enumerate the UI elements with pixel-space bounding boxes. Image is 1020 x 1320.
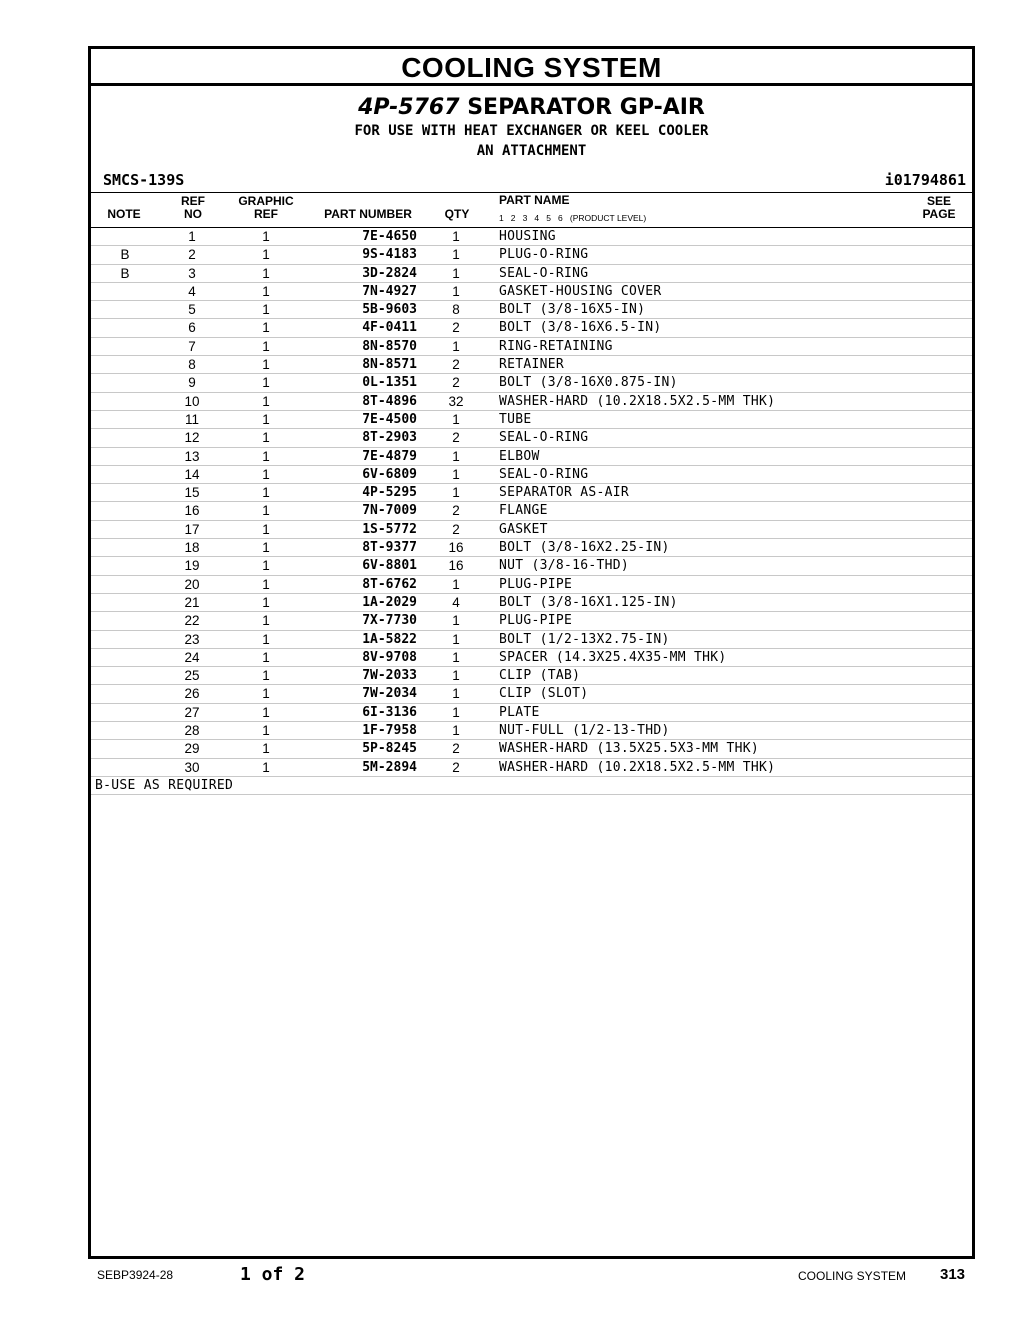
ref-no-cell: 11 <box>184 411 199 427</box>
part-name-cell: GASKET-HOUSING COVER <box>499 283 662 299</box>
part-number-cell: 4F-0411 <box>362 320 417 336</box>
col-ref-no-bottom: NO <box>184 207 202 221</box>
part-name-cell: GASKET <box>499 521 548 537</box>
part-name-cell: SEPARATOR AS-AIR <box>499 485 630 501</box>
part-name-cell: WASHER-HARD (10.2X18.5X2.5-MM THK) <box>499 759 776 775</box>
qty-cell: 1 <box>452 265 460 281</box>
group-heading <box>91 96 972 120</box>
qty-cell: 2 <box>452 503 460 519</box>
part-number-cell: 8N-8570 <box>362 338 417 354</box>
footer-page-number: 313 <box>940 1266 966 1283</box>
qty-cell: 1 <box>452 448 460 464</box>
part-name-cell: RETAINER <box>499 357 565 373</box>
table-row <box>91 722 972 740</box>
ref-no-cell: 3 <box>188 265 196 281</box>
graphic-ref-cell: 1 <box>262 558 270 574</box>
graphic-ref-cell: 1 <box>262 265 270 281</box>
part-number-cell: 6V-8801 <box>362 558 417 574</box>
parts-table-body <box>91 228 972 795</box>
ref-no-cell: 13 <box>184 448 200 464</box>
table-row <box>91 301 972 319</box>
qty-cell: 16 <box>448 558 464 574</box>
ref-no-cell: 25 <box>184 668 200 684</box>
table-row <box>91 228 972 246</box>
part-name-cell: SEAL-O-RING <box>499 466 589 482</box>
part-number-cell: 0L-1351 <box>362 375 417 391</box>
part-number-cell: 4P-5295 <box>362 485 417 501</box>
graphic-ref-cell: 1 <box>262 320 270 336</box>
part-name-cell: PLATE <box>499 704 540 720</box>
part-name-cell: FLANGE <box>499 503 548 519</box>
part-name-cell: NUT-FULL (1/2-13-THD) <box>499 723 670 739</box>
graphic-ref-cell: 1 <box>262 613 270 629</box>
part-number-cell: 5P-8245 <box>362 741 417 757</box>
table-row <box>91 521 972 539</box>
table-row <box>91 374 972 392</box>
qty-cell: 32 <box>448 393 464 409</box>
part-number-cell: 7E-4879 <box>362 448 417 464</box>
graphic-ref-cell: 1 <box>262 393 270 409</box>
part-number-cell: 5B-9603 <box>362 302 417 318</box>
qty-cell: 16 <box>448 540 464 556</box>
qty-cell: 1 <box>452 631 460 647</box>
group-part-number: 4P-5767 <box>358 95 460 120</box>
part-number-cell: 8T-2903 <box>362 430 417 446</box>
part-number-cell: 7E-4500 <box>362 411 417 427</box>
part-name-cell: ELBOW <box>499 448 540 464</box>
qty-cell: 1 <box>452 247 460 263</box>
ref-no-cell: 19 <box>184 558 200 574</box>
graphic-ref-cell: 1 <box>262 338 270 354</box>
table-row <box>91 557 972 575</box>
qty-cell: 1 <box>452 411 460 427</box>
part-number-cell: 7W-2033 <box>362 668 417 684</box>
qty-cell: 2 <box>452 320 460 336</box>
footer-page-of: 1 of 2 <box>240 1264 306 1285</box>
qty-cell: 2 <box>452 741 460 757</box>
part-number-cell: 3D-2824 <box>362 265 417 281</box>
col-part-number: PART NUMBER <box>324 207 412 221</box>
note-cell: B <box>120 265 130 281</box>
part-name-cell: BOLT (3/8-16X2.25-IN) <box>499 540 670 556</box>
table-row <box>91 539 972 557</box>
ref-no-cell: 14 <box>184 466 200 482</box>
graphic-ref-cell: 1 <box>262 375 270 391</box>
qty-cell: 1 <box>452 686 460 702</box>
part-name-cell: RING-RETAINING <box>499 338 613 354</box>
part-name-cell: HOUSING <box>499 229 556 244</box>
part-number-cell: 8N-8571 <box>362 357 417 373</box>
table-row <box>91 631 972 649</box>
col-see-page-bottom: PAGE <box>922 207 956 221</box>
part-name-cell: SEAL-O-RING <box>499 430 589 446</box>
part-name-cell: BOLT (1/2-13X2.75-IN) <box>499 631 670 647</box>
graphic-ref-cell: 1 <box>262 283 270 299</box>
ref-no-cell: 21 <box>184 594 200 610</box>
col-product-levels: 1 2 3 4 5 6 (PRODUCT LEVEL) <box>499 213 647 223</box>
part-number-cell: 8V-9708 <box>362 649 417 665</box>
col-part-name: PART NAME <box>499 193 570 207</box>
footnote: B-USE AS REQUIRED <box>95 777 234 793</box>
smcs-code: SMCS-139S <box>103 171 185 189</box>
ref-no-cell: 17 <box>184 521 200 537</box>
table-row <box>91 356 972 374</box>
part-name-cell: PLUG-PIPE <box>499 576 573 592</box>
qty-cell: 2 <box>452 430 460 446</box>
ref-no-cell: 20 <box>184 576 200 592</box>
graphic-ref-cell: 1 <box>262 704 270 720</box>
table-row <box>91 704 972 722</box>
part-number-cell: 7X-7730 <box>362 613 417 629</box>
table-row <box>91 759 972 777</box>
graphic-ref-cell: 1 <box>262 540 270 556</box>
ref-no-cell: 30 <box>184 759 200 775</box>
graphic-ref-cell: 1 <box>262 594 270 610</box>
qty-cell: 1 <box>452 668 460 684</box>
table-row <box>91 685 972 703</box>
qty-cell: 1 <box>452 283 460 299</box>
graphic-ref-cell: 1 <box>262 759 270 775</box>
ref-no-cell: 9 <box>188 375 196 391</box>
ref-no-cell: 4 <box>188 283 196 299</box>
qty-cell: 2 <box>452 375 460 391</box>
table-row <box>91 484 972 502</box>
graphic-ref-cell: 1 <box>262 485 270 501</box>
ref-no-cell: 18 <box>184 540 200 556</box>
part-number-cell: 6I-3136 <box>362 704 417 720</box>
section-title: COOLING SYSTEM <box>91 49 972 86</box>
col-graphic-ref-bottom: REF <box>254 207 278 221</box>
qty-cell: 2 <box>452 521 460 537</box>
graphic-ref-cell: 1 <box>262 357 270 373</box>
part-name-cell: CLIP (TAB) <box>499 668 581 684</box>
graphic-ref-cell: 1 <box>262 302 270 318</box>
qty-cell: 4 <box>452 594 460 610</box>
qty-cell: 1 <box>452 613 460 629</box>
footer-doc-number: SEBP3924-28 <box>97 1268 174 1282</box>
col-ref-no-top: REF <box>181 194 205 208</box>
table-row <box>91 466 972 484</box>
part-name-cell: SPACER (14.3X25.4X35-MM THK) <box>499 649 727 665</box>
part-number-cell: 8T-9377 <box>362 540 417 556</box>
graphic-ref-cell: 1 <box>262 503 270 519</box>
illustration-id: i01794861 <box>884 171 966 189</box>
part-name-cell: PLUG-O-RING <box>499 247 589 263</box>
col-see-page-top: SEE <box>926 194 951 208</box>
table-row <box>91 429 972 447</box>
qty-cell: 2 <box>452 759 460 775</box>
part-number-cell: 8T-6762 <box>362 576 417 592</box>
ref-no-cell: 22 <box>184 613 200 629</box>
table-row <box>91 649 972 667</box>
qty-cell: 1 <box>452 338 460 354</box>
ref-no-cell: 23 <box>184 631 200 647</box>
graphic-ref-cell: 1 <box>262 576 270 592</box>
part-name-cell: BOLT (3/8-16X5-IN) <box>499 302 646 318</box>
part-number-cell: 1S-5772 <box>362 521 417 537</box>
column-header <box>91 194 972 228</box>
graphic-ref-cell: 1 <box>262 229 270 244</box>
part-name-cell: PLUG-PIPE <box>499 613 573 629</box>
table-row <box>91 283 972 301</box>
part-name-cell: SEAL-O-RING <box>499 265 589 281</box>
table-row <box>91 576 972 594</box>
ref-no-cell: 8 <box>188 357 196 373</box>
part-number-cell: 7E-4650 <box>362 229 417 244</box>
graphic-ref-cell: 1 <box>262 247 270 263</box>
table-row <box>91 246 972 264</box>
part-number-cell: 1A-2029 <box>362 594 417 610</box>
ref-no-cell: 24 <box>184 649 200 665</box>
graphic-ref-cell: 1 <box>262 411 270 427</box>
qty-cell: 1 <box>452 723 460 739</box>
parts-page-frame <box>88 46 975 1259</box>
graphic-ref-cell: 1 <box>262 741 270 757</box>
table-row <box>91 265 972 283</box>
ref-no-cell: 16 <box>184 503 200 519</box>
part-number-cell: 9S-4183 <box>362 247 417 263</box>
footer-section: COOLING SYSTEM <box>798 1269 907 1283</box>
part-name-cell: BOLT (3/8-16X0.875-IN) <box>499 375 678 391</box>
table-row <box>91 411 972 429</box>
graphic-ref-cell: 1 <box>262 430 270 446</box>
table-row <box>91 502 972 520</box>
qty-cell: 8 <box>452 302 460 318</box>
part-number-cell: 1A-5822 <box>362 631 417 647</box>
graphic-ref-cell: 1 <box>262 466 270 482</box>
ref-no-cell: 1 <box>188 229 196 244</box>
part-number-cell: 1F-7958 <box>362 723 417 739</box>
ref-no-cell: 7 <box>188 338 196 354</box>
qty-cell: 1 <box>452 485 460 501</box>
table-row <box>91 448 972 466</box>
ref-no-cell: 26 <box>184 686 200 702</box>
part-number-cell: 8T-4896 <box>362 393 417 409</box>
qty-cell: 1 <box>452 649 460 665</box>
table-row <box>91 393 972 411</box>
qty-cell: 1 <box>452 229 460 244</box>
qty-cell: 1 <box>452 576 460 592</box>
group-part-name: SEPARATOR GP-AIR <box>467 95 705 120</box>
graphic-ref-cell: 1 <box>262 649 270 665</box>
graphic-ref-cell: 1 <box>262 521 270 537</box>
footnote-row <box>91 777 972 795</box>
note-cell: B <box>120 247 130 263</box>
group-description-line-2: AN ATTACHMENT <box>476 143 587 159</box>
part-number-cell: 7N-7009 <box>362 503 417 519</box>
ref-no-cell: 10 <box>184 393 200 409</box>
part-name-cell: WASHER-HARD (10.2X18.5X2.5-MM THK) <box>499 393 776 409</box>
ref-no-cell: 12 <box>184 430 200 446</box>
table-row <box>91 319 972 337</box>
part-number-cell: 7W-2034 <box>362 686 417 702</box>
part-number-cell: 6V-6809 <box>362 466 417 482</box>
group-description-line-1: FOR USE WITH HEAT EXCHANGER OR KEEL COOLER <box>354 123 709 139</box>
col-qty: QTY <box>444 207 470 221</box>
part-number-cell: 7N-4927 <box>362 283 417 299</box>
graphic-ref-cell: 1 <box>262 668 270 684</box>
ref-no-cell: 2 <box>188 247 196 263</box>
table-row <box>91 667 972 685</box>
part-name-cell: BOLT (3/8-16X1.125-IN) <box>499 594 678 610</box>
part-name-cell: CLIP (SLOT) <box>499 686 589 702</box>
table-row <box>91 338 972 356</box>
ref-no-cell: 28 <box>184 723 200 739</box>
ref-no-cell: 6 <box>188 320 196 336</box>
part-name-cell: BOLT (3/8-16X6.5-IN) <box>499 320 662 336</box>
qty-cell: 1 <box>452 704 460 720</box>
table-row <box>91 740 972 758</box>
ref-no-cell: 29 <box>184 741 200 757</box>
graphic-ref-cell: 1 <box>262 448 270 464</box>
table-row <box>91 612 972 630</box>
ref-no-cell: 27 <box>184 704 200 720</box>
col-graphic-ref-top: GRAPHIC <box>238 194 294 208</box>
qty-cell: 1 <box>452 466 460 482</box>
part-number-cell: 5M-2894 <box>362 759 417 775</box>
graphic-ref-cell: 1 <box>262 723 270 739</box>
part-name-cell: NUT (3/8-16-THD) <box>499 558 630 574</box>
table-row <box>91 594 972 612</box>
ref-no-cell: 15 <box>184 485 200 501</box>
ref-no-cell: 5 <box>188 302 196 318</box>
graphic-ref-cell: 1 <box>262 686 270 702</box>
col-note: NOTE <box>107 207 141 221</box>
graphic-ref-cell: 1 <box>262 631 270 647</box>
part-name-cell: WASHER-HARD (13.5X25.5X3-MM THK) <box>499 741 760 757</box>
part-name-cell: TUBE <box>499 411 532 427</box>
qty-cell: 2 <box>452 357 460 373</box>
